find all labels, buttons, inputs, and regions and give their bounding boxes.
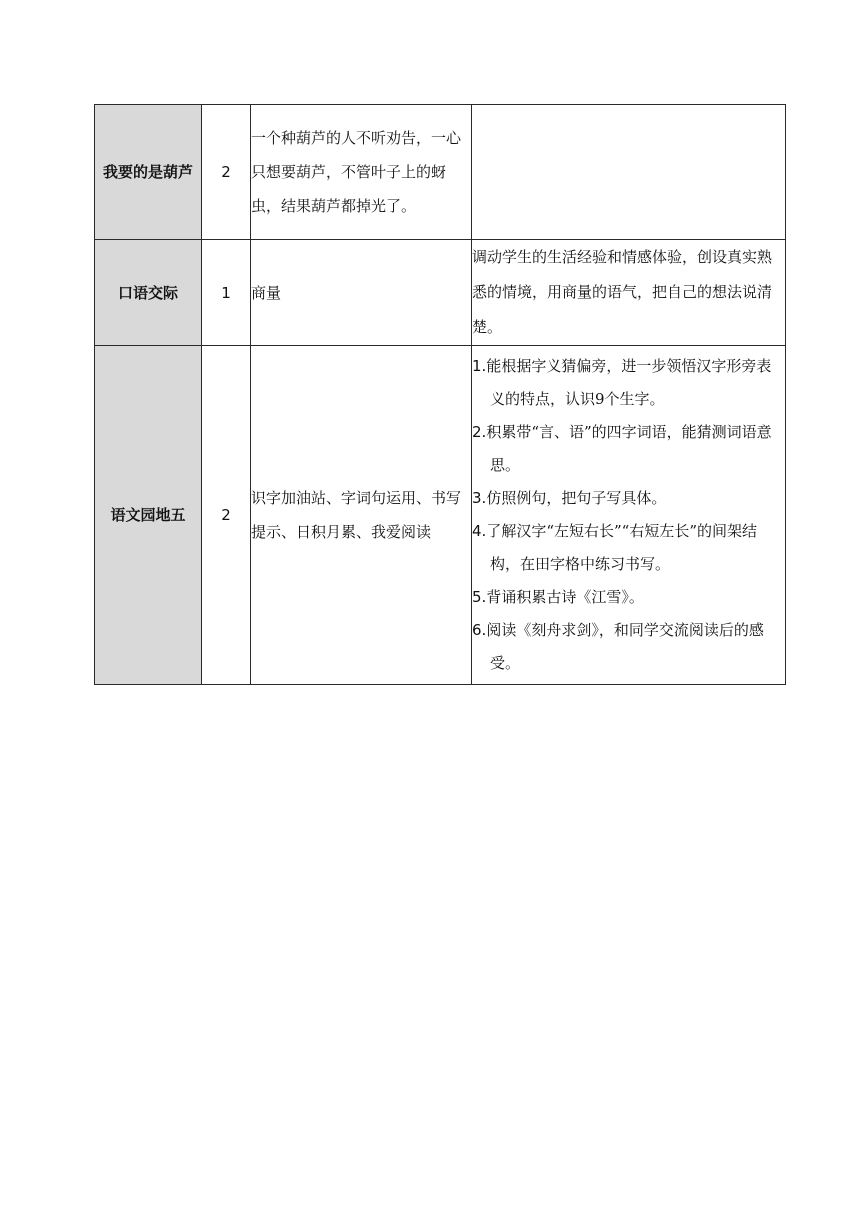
lesson-title-cell: 我要的是葫芦: [95, 105, 202, 240]
lesson-content-cell: 商量: [251, 240, 472, 346]
goal-item: [472, 614, 785, 680]
goal-text: 了解汉字“左短右长”“右短左长”的间架结构，在田字格中练习书写。: [486, 522, 757, 573]
goal-number: 1.: [472, 357, 487, 375]
lesson-hours-cell: 2: [202, 105, 251, 240]
goal-list: [472, 350, 785, 680]
lesson-goals-cell: [472, 346, 786, 685]
lesson-plan-table: [94, 104, 786, 685]
table-row: [95, 346, 786, 685]
goal-text: 背诵积累古诗《江雪》。: [486, 588, 644, 606]
lesson-goals-cell: 调动学生的生活经验和情感体验，创设真实熟悉的情境，用商量的语气，把自己的想法说清楚。: [472, 240, 786, 346]
table-row: [95, 105, 786, 240]
goal-text: 能根据字义猜偏旁，进一步领悟汉字形旁表义的特点，认识9个生字。: [486, 357, 772, 408]
lesson-title-cell: 语文园地五: [95, 346, 202, 685]
lesson-goals-cell: [472, 105, 786, 240]
goal-text: 仿照例句，把句子写具体。: [486, 489, 667, 507]
goal-item: [472, 416, 785, 482]
lesson-content-cell: 一个种葫芦的人不听劝告，一心只想要葫芦，不管叶子上的蚜虫，结果葫芦都掉光了。: [251, 105, 472, 240]
lesson-content-cell: 识字加油站、字词句运用、书写提示、日积月累、我爱阅读: [251, 346, 472, 685]
lesson-hours-cell: 2: [202, 346, 251, 685]
goal-number: 2.: [472, 423, 487, 441]
goal-number: 6.: [472, 621, 487, 639]
goal-text: 阅读《刻舟求剑》，和同学交流阅读后的感受。: [486, 621, 764, 672]
lesson-hours-cell: 1: [202, 240, 251, 346]
goal-item: [472, 482, 785, 515]
goal-text: 积累带“言、语”的四字词语，能猜测词语意思。: [486, 423, 772, 474]
goal-item: [472, 515, 785, 581]
goal-item: [472, 581, 785, 614]
lesson-title-cell: 口语交际: [95, 240, 202, 346]
table-row: [95, 240, 786, 346]
goal-item: [472, 350, 785, 416]
goal-number: 3.: [472, 489, 487, 507]
goal-number: 5.: [472, 588, 487, 606]
goal-number: 4.: [472, 522, 487, 540]
